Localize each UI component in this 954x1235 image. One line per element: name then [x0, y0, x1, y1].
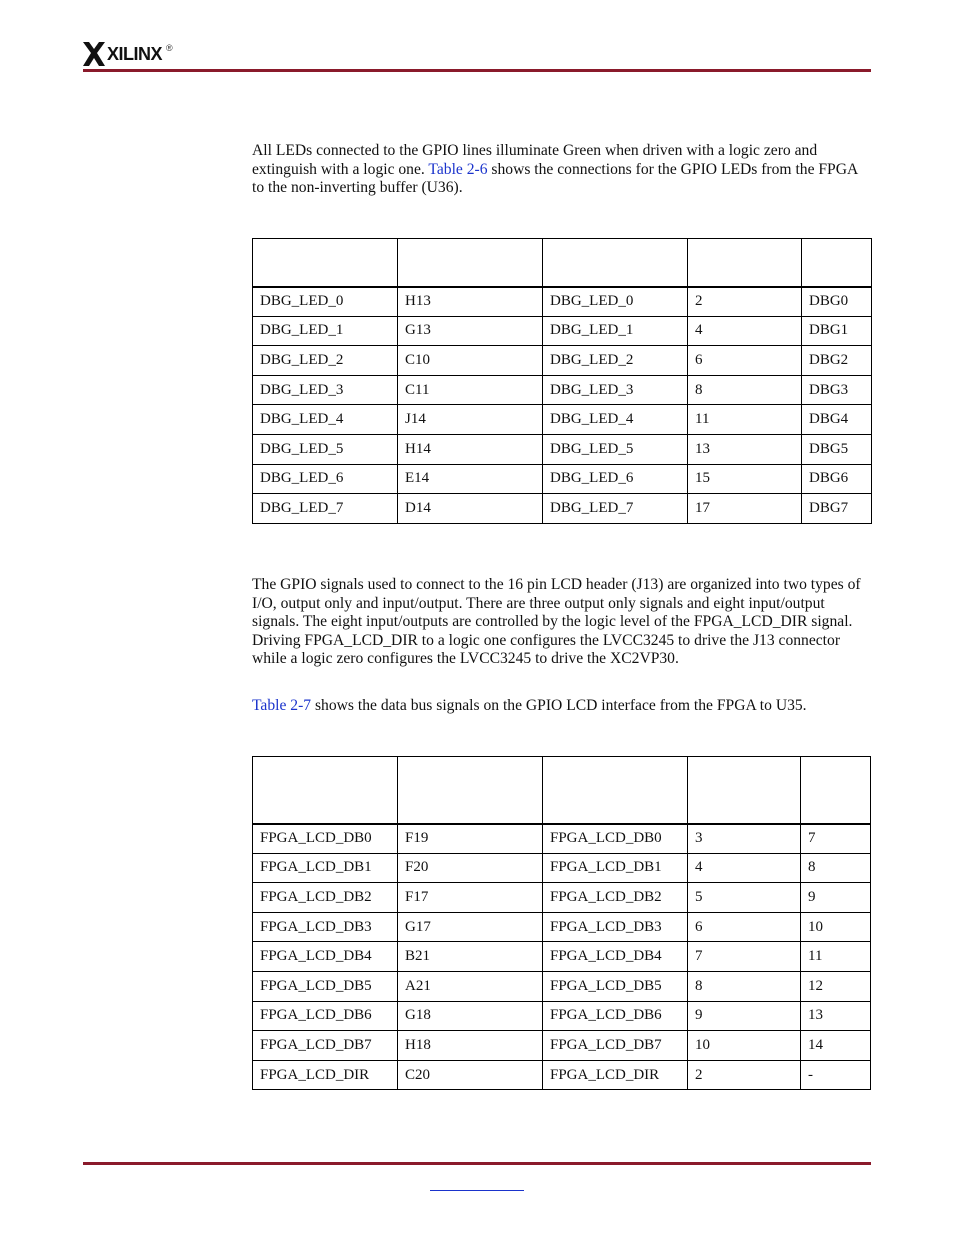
table-row [253, 853, 871, 883]
header-cell [398, 757, 543, 824]
table-row [253, 464, 872, 494]
table-cell: E14 [398, 464, 543, 494]
table-cell: FPGA_LCD_DB1 [543, 853, 688, 883]
table-cell: DBG_LED_7 [543, 494, 688, 524]
table-row [253, 494, 872, 524]
table-cell: G13 [398, 316, 543, 346]
table-cell: FPGA_LCD_DB2 [253, 883, 398, 913]
table-cell: 2 [688, 287, 802, 317]
table-cell: DBG_LED_3 [253, 375, 398, 405]
registered-mark: ® [166, 43, 173, 53]
table-cell: DBG_LED_1 [543, 316, 688, 346]
table-cell: F19 [398, 824, 543, 854]
table-cell: A21 [398, 971, 543, 1001]
table-row [253, 1001, 871, 1031]
footer-rule [83, 1162, 871, 1165]
table-2-6-link[interactable]: Table 2-6 [428, 160, 488, 178]
table-cell: 7 [688, 942, 801, 972]
led-intro-text-rest: shows the connections for the GPIO LEDs from the FPGA to the non-inverting buffer (U36). [252, 160, 858, 197]
table-cell: FPGA_LCD_DIR [253, 1060, 398, 1090]
table-cell: DBG_LED_5 [543, 434, 688, 464]
table-cell: DBG_LED_2 [543, 346, 688, 376]
table-cell: FPGA_LCD_DB0 [543, 824, 688, 854]
header-cell [543, 239, 688, 287]
led-intro-paragraph [252, 142, 872, 198]
table-cell: FPGA_LCD_DIR [543, 1060, 688, 1090]
table-cell: FPGA_LCD_DB0 [253, 824, 398, 854]
xilinx-x-icon [83, 42, 105, 66]
table-cell: 9 [801, 883, 871, 913]
table-cell: DBG0 [802, 287, 872, 317]
table-cell: DBG1 [802, 316, 872, 346]
table-header-row [253, 757, 871, 824]
table-cell: F20 [398, 853, 543, 883]
table-cell: C20 [398, 1060, 543, 1090]
table-cell: 13 [801, 1001, 871, 1031]
header-cell [688, 239, 802, 287]
header-cell [253, 757, 398, 824]
table-cell: FPGA_LCD_DB7 [253, 1031, 398, 1061]
table-cell: 8 [688, 971, 801, 1001]
gpio-led-table [252, 238, 872, 524]
table-cell: G18 [398, 1001, 543, 1031]
table-cell: C10 [398, 346, 543, 376]
table-cell: FPGA_LCD_DB5 [253, 971, 398, 1001]
header-cell [688, 757, 801, 824]
xilinx-logo [83, 41, 173, 67]
led-intro-text: All LEDs connected to the GPIO lines illuminate Green when driven with a logic zero and extinguish with a logic one. [252, 142, 818, 178]
table-cell: - [801, 1060, 871, 1090]
table-cell: 9 [688, 1001, 801, 1031]
table-cell: C11 [398, 375, 543, 405]
table-cell: DBG_LED_1 [253, 316, 398, 346]
table-row [253, 375, 872, 405]
table-cell: B21 [398, 942, 543, 972]
lcd-intro-paragraph: The GPIO signals used to connect to the 16 pin LCD header (J13) are organized into two types of I/O, output only and input/output. There are three output only signals and eight input/output signals. The eight input/outputs are controlled by the logic level of the FPGA_LCD_DIR signal. Driving FPGA_LCD_DIR to a logic one configures the LVCC3245 to drive the J13 connector while a logic zero configures the LVCC3245 to drive the XC2VP30. [252, 576, 861, 668]
table-cell: DBG_LED_5 [253, 434, 398, 464]
table-row [253, 346, 872, 376]
table-cell: H14 [398, 434, 543, 464]
table-cell: FPGA_LCD_DB6 [253, 1001, 398, 1031]
logo-wordmark: XILINX [107, 44, 163, 64]
table-cell: DBG_LED_7 [253, 494, 398, 524]
table-cell: F17 [398, 883, 543, 913]
table-cell: DBG_LED_0 [253, 287, 398, 317]
table-cell: DBG_LED_4 [253, 405, 398, 435]
table-cell: 7 [801, 824, 871, 854]
table-row [253, 434, 872, 464]
table-cell: DBG6 [802, 464, 872, 494]
table-cell: FPGA_LCD_DB6 [543, 1001, 688, 1031]
header-cell [398, 239, 543, 287]
header-rule [83, 69, 871, 72]
table-row [253, 287, 872, 317]
table-cell: J14 [398, 405, 543, 435]
table-cell: FPGA_LCD_DB3 [253, 912, 398, 942]
table-cell: FPGA_LCD_DB4 [253, 942, 398, 972]
table-cell: 11 [801, 942, 871, 972]
table-cell: 13 [688, 434, 802, 464]
table-cell: DBG4 [802, 405, 872, 435]
table-cell: 3 [688, 824, 801, 854]
gpio-lcd-table [252, 756, 871, 1090]
table-cell: 8 [801, 853, 871, 883]
table-cell: G17 [398, 912, 543, 942]
table-row [253, 942, 871, 972]
table-row [253, 971, 871, 1001]
table-row [253, 316, 872, 346]
table-cell: FPGA_LCD_DB3 [543, 912, 688, 942]
table-cell: FPGA_LCD_DB2 [543, 883, 688, 913]
table-row [253, 912, 871, 942]
table-cell: 4 [688, 316, 802, 346]
table-cell: 11 [688, 405, 802, 435]
table-cell: FPGA_LCD_DB7 [543, 1031, 688, 1061]
table-cell: D14 [398, 494, 543, 524]
table-cell: 8 [688, 375, 802, 405]
table-header-row [253, 239, 872, 287]
table-cell: 14 [801, 1031, 871, 1061]
table-cell: 2 [688, 1060, 801, 1090]
table-row [253, 824, 871, 854]
table-cell: 6 [688, 912, 801, 942]
table-cell: 6 [688, 346, 802, 376]
table-cell: 4 [688, 853, 801, 883]
table-cell: DBG3 [802, 375, 872, 405]
table-cell: FPGA_LCD_DB4 [543, 942, 688, 972]
table-cell: H18 [398, 1031, 543, 1061]
table-cell: DBG_LED_0 [543, 287, 688, 317]
footer-link-underline[interactable] [430, 1190, 524, 1191]
table-cell: DBG2 [802, 346, 872, 376]
table-cell: 12 [801, 971, 871, 1001]
table-row [253, 1060, 871, 1090]
lcd-table-ref-text: shows the data bus signals on the GPIO LCD interface from the FPGA to U35. [311, 697, 807, 714]
table-cell: H13 [398, 287, 543, 317]
table-cell: 5 [688, 883, 801, 913]
header-cell [253, 239, 398, 287]
lcd-table-ref-paragraph [252, 697, 872, 716]
table-cell: DBG_LED_4 [543, 405, 688, 435]
table-cell: FPGA_LCD_DB5 [543, 971, 688, 1001]
table-cell: DBG_LED_6 [543, 464, 688, 494]
table-cell: DBG_LED_6 [253, 464, 398, 494]
header-cell [543, 757, 688, 824]
table-cell: DBG5 [802, 434, 872, 464]
table-row [253, 405, 872, 435]
table-cell: DBG_LED_2 [253, 346, 398, 376]
table-cell: 10 [688, 1031, 801, 1061]
table-2-7-link[interactable]: Table 2-7 [252, 697, 312, 714]
header-cell [802, 239, 872, 287]
table-cell: FPGA_LCD_DB1 [253, 853, 398, 883]
table-row [253, 1031, 871, 1061]
table-cell: DBG7 [802, 494, 872, 524]
header-cell [801, 757, 871, 824]
table-row [253, 883, 871, 913]
table-cell: 15 [688, 464, 802, 494]
table-cell: 17 [688, 494, 802, 524]
table-cell: DBG_LED_3 [543, 375, 688, 405]
table-cell: 10 [801, 912, 871, 942]
